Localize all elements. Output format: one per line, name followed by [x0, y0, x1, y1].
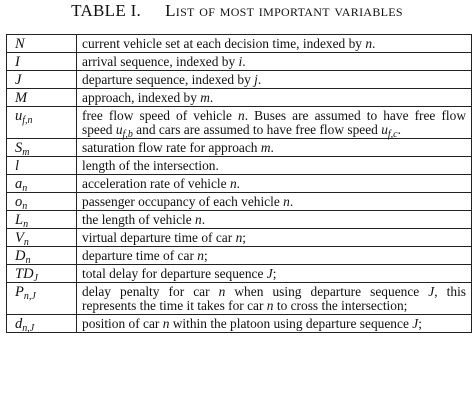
- variable-description: [77, 89, 472, 107]
- variables-table: [6, 34, 472, 333]
- description-text: within the platoon using departure sequence: [169, 316, 413, 331]
- table-row: [7, 89, 472, 107]
- table-row: [7, 175, 472, 193]
- variable-symbol: [7, 139, 77, 157]
- symbol-subscript: f,c: [387, 129, 398, 140]
- description-text: the length of vehicle: [82, 212, 196, 227]
- symbol-base: J: [428, 284, 435, 299]
- description-variable: n: [229, 176, 237, 191]
- symbol-base: P: [15, 284, 24, 300]
- variable-symbol: [7, 247, 77, 265]
- variable-description: [77, 283, 472, 315]
- description-text: and cars are assumed to have free flow speed: [132, 122, 382, 137]
- symbol-subscript: f,b: [122, 129, 133, 140]
- table-row: [7, 211, 472, 229]
- table-row: [7, 71, 472, 89]
- symbol-subscript: n: [22, 201, 28, 212]
- variable-description: [77, 211, 472, 229]
- description-variable: n: [283, 194, 290, 209]
- description-text: ;: [272, 266, 277, 281]
- variable-symbol: [7, 283, 77, 315]
- description-variable: n: [235, 230, 243, 245]
- symbol-base: M: [15, 90, 28, 106]
- description-text: total delay for departure sequence: [82, 266, 267, 281]
- description-text: ;: [203, 248, 208, 263]
- description-text: . Buses are assumed to have free flow speed: [82, 108, 466, 137]
- description-text: current vehicle set at each decision time, indexed by: [82, 36, 366, 51]
- table-title: List of most important variables: [165, 1, 403, 20]
- description-text: ;: [242, 230, 246, 245]
- description-text: .: [242, 54, 246, 69]
- description-text: .: [257, 72, 262, 87]
- symbol-subscript: n: [22, 183, 28, 194]
- symbol-base: S: [15, 140, 23, 156]
- variable-symbol: [7, 53, 77, 71]
- description-variable: J: [266, 266, 273, 281]
- variable-symbol: [7, 315, 77, 333]
- table-row: [7, 193, 472, 211]
- description-variable: j: [254, 72, 258, 87]
- variable-description: [77, 229, 472, 247]
- description-variable: m: [200, 90, 210, 105]
- description-text: to cross the intersection;: [273, 298, 408, 313]
- description-text: ;: [418, 316, 422, 331]
- description-text: free flow speed of vehicle: [82, 108, 238, 123]
- symbol-base: V: [15, 230, 24, 246]
- symbol-base: l: [15, 158, 20, 174]
- table-row: [7, 229, 472, 247]
- symbol-base: TD: [15, 266, 34, 282]
- description-text: acceleration rate of vehicle: [82, 176, 230, 191]
- variable-description: [77, 53, 472, 71]
- variable-description: [77, 157, 472, 175]
- table-number: TABLE I.: [71, 1, 142, 20]
- variable-symbol: [7, 175, 77, 193]
- description-text: .: [236, 176, 241, 191]
- table-row: [7, 157, 472, 175]
- description-text: when using departure sequence: [225, 284, 429, 299]
- symbol-base: o: [15, 194, 23, 210]
- table-row: [7, 265, 472, 283]
- variable-symbol: [7, 107, 77, 139]
- description-text: virtual departure time of car: [82, 230, 236, 245]
- variable-symbol: [7, 265, 77, 283]
- description-text: .: [209, 90, 214, 105]
- symbol-base: J: [15, 72, 22, 88]
- symbol-subscript: f,n: [22, 115, 33, 126]
- symbol-base: D: [15, 248, 26, 264]
- symbol-subscript: J: [33, 273, 38, 284]
- description-variable: [115, 122, 133, 140]
- description-variable: n: [237, 108, 245, 123]
- symbol-subscript: n: [23, 219, 29, 230]
- symbol-subscript: m: [22, 147, 30, 158]
- description-variable: [267, 298, 274, 313]
- description-text: , this represents the time it takes for car: [82, 284, 467, 313]
- symbol-subscript: n,J: [22, 323, 35, 334]
- table-row: [7, 283, 472, 315]
- description-text: .: [270, 140, 274, 155]
- description-text: .: [289, 194, 294, 209]
- symbol-base: d: [15, 316, 23, 332]
- description-text: approach, indexed by: [82, 90, 201, 105]
- symbol-base: J: [412, 316, 419, 331]
- description-text: delay penalty for car: [82, 284, 219, 299]
- variable-symbol: [7, 71, 77, 89]
- description-variable: [381, 122, 398, 140]
- description-text: passenger occupancy of each vehicle: [82, 194, 284, 209]
- symbol-base: u: [115, 122, 123, 137]
- symbol-base: a: [15, 176, 23, 192]
- description-variable: n: [218, 284, 226, 299]
- description-variable: n: [195, 212, 202, 227]
- variable-description: [77, 35, 472, 53]
- table-row: [7, 35, 472, 53]
- variable-description: [77, 139, 472, 157]
- description-text: .: [397, 122, 401, 137]
- symbol-subscript: n: [23, 237, 29, 248]
- variable-symbol: [7, 35, 77, 53]
- description-variable: n: [365, 36, 373, 51]
- description-text: arrival sequence, indexed by: [82, 54, 239, 69]
- symbol-base: L: [15, 212, 24, 228]
- symbol-subscript: n,J: [23, 291, 36, 302]
- table-row: [7, 139, 472, 157]
- table-row: [7, 247, 472, 265]
- description-text: position of car: [82, 316, 163, 331]
- variable-description: [77, 315, 472, 333]
- symbol-base: u: [15, 108, 23, 124]
- description-variable: m: [260, 140, 271, 155]
- description-text: saturation flow rate for approach: [82, 140, 261, 155]
- symbol-base: u: [381, 122, 388, 137]
- variable-description: [77, 107, 472, 139]
- table-caption: [0, 0, 474, 30]
- variable-symbol: [7, 157, 77, 175]
- description-variable: n: [162, 316, 170, 331]
- description-text: departure sequence, indexed by: [82, 72, 255, 87]
- variable-description: [77, 265, 472, 283]
- symbol-base: N: [15, 36, 25, 52]
- variable-symbol: [7, 193, 77, 211]
- variable-symbol: [7, 229, 77, 247]
- variables-table-body: [7, 35, 472, 333]
- variable-description: [77, 247, 472, 265]
- description-variable: i: [238, 54, 243, 69]
- variable-description: [77, 71, 472, 89]
- symbol-base: n: [266, 298, 274, 313]
- variable-symbol: [7, 211, 77, 229]
- table-row: [7, 315, 472, 333]
- table-row: [7, 53, 472, 71]
- description-text: .: [201, 212, 206, 227]
- description-text: .: [372, 36, 376, 51]
- variable-description: [77, 193, 472, 211]
- symbol-base: I: [15, 54, 20, 70]
- description-text: length of the intersection.: [82, 158, 219, 173]
- description-text: departure time of car: [82, 248, 198, 263]
- table-row: [7, 107, 472, 139]
- description-variable: n: [197, 248, 204, 263]
- variable-description: [77, 175, 472, 193]
- symbol-subscript: n: [25, 255, 31, 266]
- variable-symbol: [7, 89, 77, 107]
